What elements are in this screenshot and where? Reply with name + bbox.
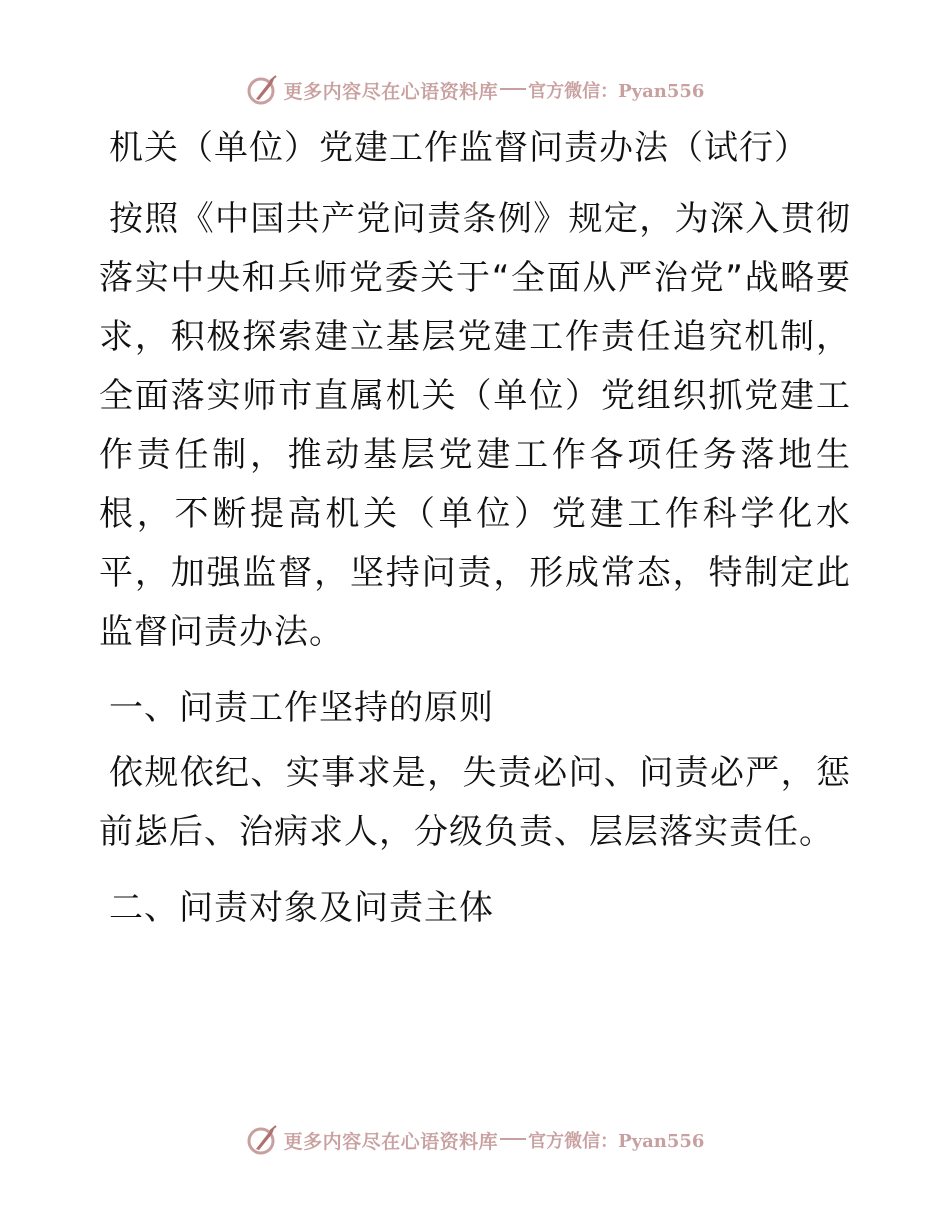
section-1-heading: 一、问责工作坚持的原则 (109, 688, 494, 728)
watermark-brand: 更多内容尽在心语资料库 (283, 80, 499, 103)
watermark-separator (500, 1138, 526, 1140)
intro-paragraph: 按照《中国共产党问责条例》规定，为深入贯彻落实中央和兵师党委关于“全面从严治党”战略要求，积极探索建立基层党建工作责任追究机制，全面落实师市直属机关（单位）党组织抓党建工作责任制，推动基层党建工作各项任务落地生根，不断提高机关（单位）党建工作科学化水平，加强监督，坚持问责，形成常态，特制定此监督问责办法。 (99, 199, 851, 652)
quill-circle-icon (246, 1123, 280, 1157)
section-1-body: 依规依纪、实事求是，失责必问、问责必严，惩前毖后、治病求人，分级负责、层层落实责任。 (99, 753, 851, 852)
document-body (99, 122, 851, 944)
document-title: 机关（单位）党建工作监督问责办法（试行） (109, 128, 809, 168)
section-2-heading: 二、问责对象及问责主体 (109, 888, 494, 928)
watermark-brand: 更多内容尽在心语资料库 (283, 1130, 499, 1153)
footer-watermark (0, 1120, 950, 1160)
watermark-contact: 官方微信：Pyan556 (528, 81, 705, 102)
watermark-separator (500, 88, 526, 90)
header-watermark (0, 70, 950, 110)
watermark-contact: 官方微信：Pyan556 (528, 1131, 705, 1152)
quill-circle-icon (246, 73, 280, 107)
